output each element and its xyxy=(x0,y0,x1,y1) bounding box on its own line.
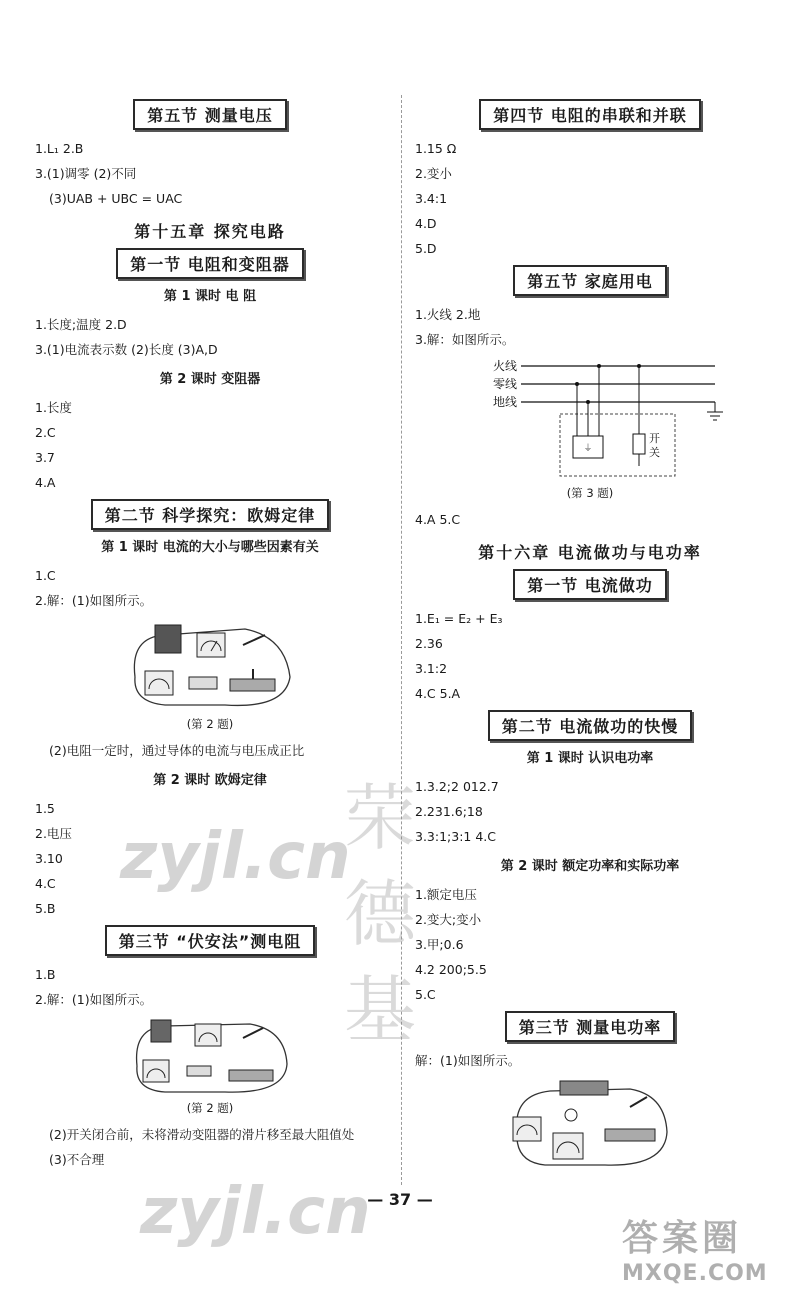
lesson-title: 第 2 课时 额定功率和实际功率 xyxy=(500,859,680,874)
answer-line: 1.额定电压 xyxy=(415,887,477,902)
answer-line: 3.1:2 xyxy=(415,661,448,676)
watermark-stamp: 荣 德 基 xyxy=(343,776,416,1052)
section-title: 第一节 电流做功 xyxy=(513,569,667,600)
answer-line: 2.解：(1)如图所示。 xyxy=(35,593,153,608)
answer-line: 4.A xyxy=(35,475,56,490)
switch-label-top: 开 xyxy=(649,432,660,445)
answer-line: 1.L₁ 2.B xyxy=(35,141,84,156)
answer-line: 2.36 xyxy=(415,636,443,651)
answer-line: 1.长度 xyxy=(35,400,72,415)
svg-text:⏚: ⏚ xyxy=(583,444,593,454)
left-column xyxy=(35,95,385,1172)
answer-line: 1.长度;温度 2.D xyxy=(35,317,127,332)
section-title: 第五节 家庭用电 xyxy=(513,265,667,296)
answer-line: 1.B xyxy=(35,967,56,982)
answer-line: (2)电阻一定时，通过导体的电流与电压成正比 xyxy=(49,743,305,758)
lesson-title: 第 2 课时 欧姆定律 xyxy=(153,773,267,788)
section-title: 第三节 “伏安法”测电阻 xyxy=(105,925,316,956)
answer-line: (3)不合理 xyxy=(49,1152,105,1167)
answer-line: 4.A 5.C xyxy=(415,512,461,527)
answer-line: 3.甲;0.6 xyxy=(415,937,464,952)
answer-line: 1.火线 2.地 xyxy=(415,307,481,322)
neutral-wire-label: 零线 xyxy=(492,377,517,391)
page-number: — 37 — xyxy=(367,1190,433,1209)
chapter-title: 第十五章 探究电路 xyxy=(134,222,286,241)
figure-caption: (第 2 题) xyxy=(186,1101,234,1115)
answer-line: 3.10 xyxy=(35,851,63,866)
figure-caption: (第 3 题) xyxy=(566,486,614,500)
switch-label-bottom: 关 xyxy=(649,446,660,459)
section-title: 第三节 测量电功率 xyxy=(505,1011,676,1042)
answer-line: 3.解：如图所示。 xyxy=(415,332,515,347)
answer-line: 2.电压 xyxy=(35,826,72,841)
answer-line: 5.B xyxy=(35,901,56,916)
answer-line: 5.C xyxy=(415,987,436,1002)
circuit-figure xyxy=(505,1077,675,1172)
ground-wire-label: 地线 xyxy=(492,395,517,409)
answer-line: 1.15 Ω xyxy=(415,141,457,156)
answer-line: 2.231.6;18 xyxy=(415,804,483,819)
answer-line: 2.C xyxy=(35,425,56,440)
section-title: 第二节 电流做功的快慢 xyxy=(488,710,693,741)
answer-line: 5.D xyxy=(415,241,437,256)
answer-line: 1.C xyxy=(35,568,56,583)
answer-line: 3.7 xyxy=(35,450,55,465)
answer-line: 2.变小 xyxy=(415,166,452,181)
answer-line: 4.2 200;5.5 xyxy=(415,962,487,977)
answer-line: 解：(1)如图所示。 xyxy=(415,1053,521,1068)
figure-caption: (第 2 题) xyxy=(186,717,234,731)
answer-line: 3.(1)电流表示数 (2)长度 (3)A,D xyxy=(35,342,218,357)
answer-line: 3.4:1 xyxy=(415,191,448,206)
live-wire-label: 火线 xyxy=(492,359,517,373)
answer-line: 2.解：(1)如图所示。 xyxy=(35,992,153,1007)
answer-line: 4.D xyxy=(415,216,437,231)
lesson-title: 第 2 课时 变阻器 xyxy=(159,372,261,387)
answer-line: (2)开关闭合前，未将滑动变阻器的滑片移至最大阻值处 xyxy=(49,1127,355,1142)
watermark: zyjl.cn xyxy=(120,820,351,894)
answer-line: 3.3:1;3:1 4.C xyxy=(415,829,496,844)
answer-line: (3)UAB + UBC = UAC xyxy=(49,191,183,206)
right-column xyxy=(415,95,765,1176)
section-title: 第一节 电阻和变阻器 xyxy=(116,248,304,279)
lesson-title: 第 1 课时 电流的大小与哪些因素有关 xyxy=(101,540,319,555)
lesson-title: 第 1 课时 认识电功率 xyxy=(526,751,654,766)
answer-line: 4.C 5.A xyxy=(415,686,461,701)
lesson-title: 第 1 课时 电 阻 xyxy=(163,289,257,304)
chapter-title: 第十六章 电流做功与电功率 xyxy=(478,543,702,562)
answer-line: 1.E₁ = E₂ + E₃ xyxy=(415,611,503,626)
circuit-figure xyxy=(125,1016,295,1096)
section-title: 第二节 科学探究：欧姆定律 xyxy=(91,499,330,530)
section-title: 第五节 测量电压 xyxy=(133,99,287,130)
household-wiring-diagram xyxy=(445,356,735,481)
answer-line: 2.变大;变小 xyxy=(415,912,482,927)
circuit-figure xyxy=(125,617,295,712)
watermark: zyjl.cn xyxy=(140,1175,371,1249)
answer-line: 1.5 xyxy=(35,801,55,816)
answer-line: 3.(1)调零 (2)不同 xyxy=(35,166,137,181)
corner-logo: 答案圈 MXQE.COM xyxy=(622,1218,768,1286)
section-title: 第四节 电阻的串联和并联 xyxy=(479,99,701,130)
answer-line: 1.3.2;2 012.7 xyxy=(415,779,499,794)
answer-line: 4.C xyxy=(35,876,56,891)
